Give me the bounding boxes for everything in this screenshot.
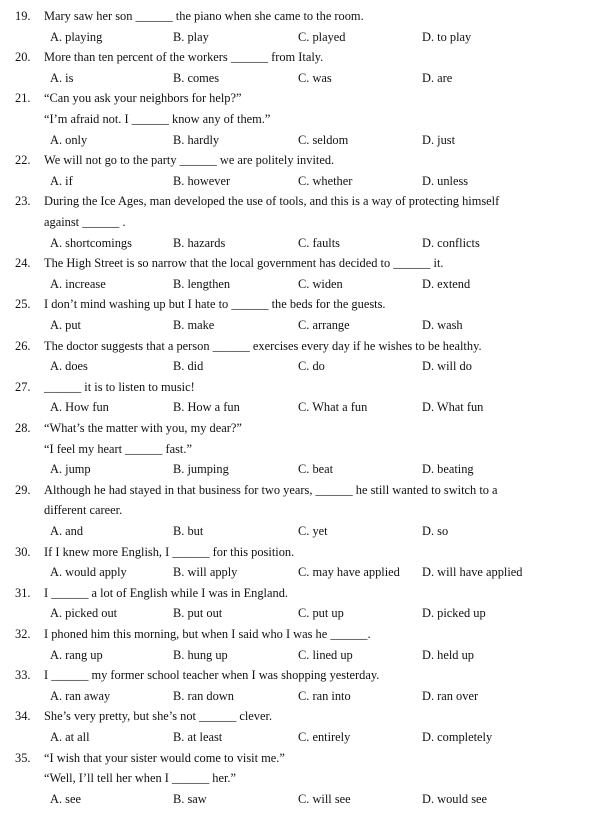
answer-option-c[interactable]: C. beat [298,462,334,477]
answer-option-c[interactable]: C. yet [298,524,328,538]
answer-option-d[interactable]: D. ran over [422,688,479,703]
answer-option-a[interactable]: A. How fun [50,400,109,415]
answer-option-a[interactable]: A. playing [50,29,103,44]
answer-option-a[interactable]: A. increase [50,276,106,291]
question-text: different career. [44,503,123,518]
answer-option-a[interactable]: A. would apply [50,565,127,580]
answer-option-b[interactable]: B. but [173,524,204,538]
answer-option-a[interactable]: A. see [50,791,81,806]
answer-option-a[interactable]: A. rang up [50,647,103,662]
answer-option-a[interactable]: A. and [50,524,84,538]
answer-option-b[interactable]: B. lengthen [173,276,231,291]
question-text: If I knew more English, I ______ for this position. [44,544,295,559]
answer-option-d[interactable]: D. unless [422,173,469,188]
question-number: 28. [15,421,31,435]
question-number: 31. [15,585,31,600]
question-text: Mary saw her son ______ the piano when she came to the room. [44,9,364,23]
answer-option-d[interactable]: D. would see [422,791,488,806]
question-number: 29. [15,482,31,497]
answer-option-d[interactable]: D. picked up [422,606,486,621]
answer-option-c[interactable]: C. will see [298,791,351,806]
question-number: 25. [15,297,31,312]
answer-option-d[interactable]: D. will do [422,359,472,374]
answer-option-c[interactable]: C. was [298,70,332,85]
question-number: 19. [15,9,31,23]
question-text: The High Street is so narrow that the local government has decided to ______ it. [44,256,444,271]
answer-option-b[interactable]: B. hazards [173,235,226,250]
question-text: She’s very pretty, but she’s not ______ clever. [44,709,273,724]
answer-option-d[interactable]: D. extend [422,276,471,291]
answer-option-b[interactable]: B. hardly [173,132,220,147]
answer-option-d[interactable]: D. completely [422,730,493,744]
question-number: 22. [15,153,31,168]
question-number: 24. [15,256,31,271]
answer-option-c[interactable]: C. What a fun [298,400,368,415]
question-text: I don’t mind washing up but I hate to ______ the beds for the guests. [44,297,386,312]
answer-option-d[interactable]: D. just [422,132,456,147]
answer-option-d[interactable]: D. beating [422,462,474,477]
question-number: 33. [15,668,31,683]
answer-option-c[interactable]: C. put up [298,606,344,621]
answer-option-b[interactable]: B. at least [173,730,223,744]
question-text: against ______ . [44,215,126,229]
question-text: We will not go to the party ______ we are politely invited. [44,153,335,168]
question-text: “I wish that your sister would come to visit me.” [44,750,285,765]
question-number: 20. [15,50,31,65]
answer-option-b[interactable]: B. comes [173,70,220,85]
answer-option-a[interactable]: A. only [50,132,88,147]
answer-option-b[interactable]: B. put out [173,606,223,621]
question-number: 30. [15,544,31,559]
answer-option-a[interactable]: A. picked out [50,606,118,621]
answer-option-b[interactable]: B. How a fun [173,400,240,415]
answer-option-c[interactable]: C. faults [298,235,340,250]
answer-option-b[interactable]: B. did [173,359,204,374]
answer-option-d[interactable]: D. will have applied [422,565,523,580]
answer-option-b[interactable]: B. however [173,173,231,188]
answer-option-a[interactable]: A. jump [50,462,91,477]
answer-option-d[interactable]: D. so [422,524,449,538]
question-text: The doctor suggests that a person ______ exercises every day if he wishes to be healthy. [44,338,482,353]
answer-option-c[interactable]: C. seldom [298,132,349,147]
answer-option-a[interactable]: A. if [50,173,73,188]
answer-option-b[interactable]: B. ran down [173,688,234,703]
answer-option-a[interactable]: A. shortcomings [50,235,132,250]
answer-option-d[interactable]: D. What fun [422,400,484,415]
question-text: I ______ a lot of English while I was in England. [44,585,288,600]
question-number: 23. [15,194,31,209]
question-text: “I’m afraid not. I ______ know any of them.” [44,112,271,126]
question-text: During the Ice Ages, man developed the use of tools, and this is a way of protecting himself [44,194,500,209]
question-text: ______ it is to listen to music! [44,379,195,394]
question-number: 26. [15,338,31,353]
question-number: 35. [15,750,31,765]
answer-option-b[interactable]: B. play [173,29,209,44]
question-text: I ______ my former school teacher when I was shopping yesterday. [44,668,380,683]
question-text: More than ten percent of the workers ______ from Italy. [44,50,324,65]
answer-option-b[interactable]: B. hung up [173,647,228,662]
answer-option-a[interactable]: A. is [50,70,74,85]
answer-option-d[interactable]: D. conflicts [422,235,480,250]
answer-option-a[interactable]: A. does [50,359,88,374]
answer-option-c[interactable]: C. played [298,29,346,44]
question-text: “What’s the matter with you, my dear?” [44,421,242,435]
answer-option-a[interactable]: A. put [50,318,81,332]
answer-option-b[interactable]: B. make [173,318,215,332]
question-number: 32. [15,627,31,641]
answer-option-b[interactable]: B. saw [173,791,207,806]
question-text: I phoned him this morning, but when I said who I was he ______. [44,627,371,641]
answer-option-c[interactable]: C. arrange [298,318,350,332]
answer-option-c[interactable]: C. do [298,359,325,374]
answer-option-d[interactable]: D. held up [422,647,474,662]
question-text: “Can you ask your neighbors for help?” [44,91,242,106]
answer-option-d[interactable]: D. wash [422,318,463,332]
question-text: “I feel my heart ______ fast.” [44,441,192,456]
question-text: Although he had stayed in that business for two years, ______ he still wanted to switch to a [44,482,498,497]
answer-option-c[interactable]: C. entirely [298,730,351,744]
answer-option-c[interactable]: C. ran into [298,688,351,703]
question-number: 21. [15,91,31,106]
question-number: 34. [15,709,31,724]
answer-option-a[interactable]: A. ran away [50,688,111,703]
answer-option-a[interactable]: A. at all [50,730,90,744]
answer-option-b[interactable]: B. will apply [173,565,238,580]
answer-option-b[interactable]: B. jumping [173,462,229,477]
answer-option-c[interactable]: C. may have applied [298,565,400,580]
answer-option-d[interactable]: D. are [422,70,453,85]
answer-option-c[interactable]: C. whether [298,173,353,188]
question-number: 27. [15,379,31,394]
answer-option-c[interactable]: C. widen [298,276,343,291]
question-text: “Well, I’ll tell her when I ______ her.” [44,771,237,786]
answer-option-c[interactable]: C. lined up [298,647,353,662]
answer-option-d[interactable]: D. to play [422,29,472,44]
